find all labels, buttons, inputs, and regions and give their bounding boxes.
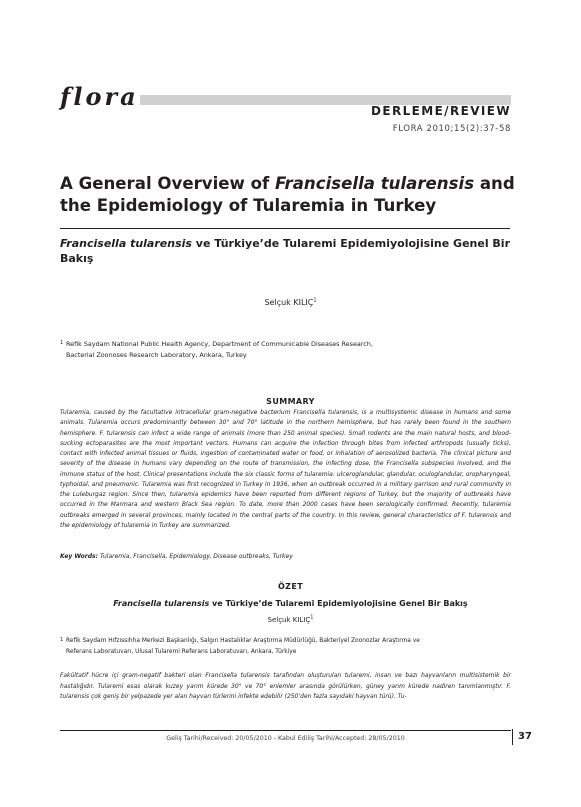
article-type bbox=[371, 103, 511, 119]
page-number-divider bbox=[512, 729, 513, 745]
author-line bbox=[0, 298, 581, 307]
page-number: 37 bbox=[518, 731, 532, 742]
article-title-en bbox=[60, 173, 520, 217]
affiliation-line-2: Bacterial Zoonoses Research Laboratory, Ankara, Turkey bbox=[66, 351, 247, 359]
affiliation-tr-line-1: Refik Saydam Hıfzıssıhha Merkezi Başkanlığı, Salgın Hastalıklar Araştırma Müdürlüğü, Bakteriyel Zoonozlar Araştırma ve bbox=[66, 638, 420, 644]
ozet-title bbox=[0, 599, 581, 608]
journal-reference: FLORA 2010;15(2):37-58 bbox=[392, 124, 511, 134]
title-tr-species: Francisella tularensis bbox=[60, 237, 192, 250]
ozet-text: Fakültatif hücre içi gram-negatif bakteri olan Francisella tularensis tarafından oluşturulan tularemi, insan ve bazı hayvanların multisistemik bir hastalığıdır. Tularemi esas olarak kuzey yarım kürede 30° ve 70° enlemler arasında görülürken, güney yarım kürede nadiren tanımlanmıştır. F. tularensis çok geniş bir yelpazede yer alan hayvan türlerini infekte edebilir (250’den fazla sayıdaki hayvan türü). Tu- bbox=[60, 672, 511, 700]
ozet-author-sup: 1 bbox=[310, 614, 314, 621]
summary-text: Tularemia, caused by the facultative intracellular gram-negative bacterium Francisella tularensis, is a multisystemic disease in humans and some animals. Tularemia occurs predominantly between 30° and 70° latitude in the northern hemisphere, but has rarely been found in the southern hemisphere. F. tularensis can infect a wide range of animals (more than 250 animal species). Small rodents are the main natural hosts, and blood-sucking ectoparasites are the most important vectors. Humans can acquire the infection through bites from infected arthropods (usually ticks), contact with infected animal tissues or fluids, ingestion of contaminated water or food, or inhalation of aerosolized bacteria. The clinical picture and severity of the disease in humans vary depending on the route of transmission, the infecting dose, the Francisella subspecies involved, and the immune status of the host. Clinical presentations include the six classic forms of tularemia: ulceroglandular, glandular, oculoglandular, oropharyngeal, typhoidal, and pneumonic. Tularemia was first recognized in Turkey in 1936, when an outbreak occurred in a military garrison and rural community in the Luleburgaz region. Since then, tularemia epidemics have been reported from different regions of Turkey, but the majority of outbreaks have occurred in the Marmara and western Black Sea region. To date, more than 2000 cases have been serologically confirmed. Recently, tularemia outbreaks emerged in several provinces, mainly located in the central parts of the country. In this review, general characteristics of F. tularensis and the epidemiology of tularemia in Turkey are summarized. bbox=[60, 409, 511, 529]
ozet-author-line bbox=[0, 616, 581, 624]
footer-dates: Geliş Tarihi/Received: 20/05/2010 - Kabul Ediliş Tarihi/Accepted: 28/05/2010 bbox=[166, 735, 405, 742]
keywords-label: Key Words: bbox=[60, 553, 99, 560]
ozet-heading: ÖZET bbox=[277, 582, 304, 591]
ozet-author-name: Selçuk KILIÇ bbox=[267, 616, 311, 624]
affiliation-tr-line-2: Referans Laboratuvarı, Ulusal Tularemi Referans Laboratuvarı, Ankara, Türkiye bbox=[66, 649, 297, 655]
author-sup: 1 bbox=[313, 297, 317, 304]
author-name: Selçuk KILIÇ bbox=[264, 298, 314, 307]
ozet-title-species: Francisella tularensis bbox=[113, 599, 210, 608]
article-type-en: REVIEW bbox=[449, 104, 511, 118]
summary-heading: SUMMARY bbox=[266, 397, 315, 406]
article-type-separator: / bbox=[444, 104, 450, 118]
article-type-tr: DERLEME bbox=[370, 104, 445, 118]
title-en-part2: and the Epidemiology of Tularemia in Turkey bbox=[60, 174, 515, 215]
keywords bbox=[60, 552, 511, 562]
affiliation-en bbox=[60, 339, 480, 361]
keywords-list: Tularemia, Francisella, Epidemiology, Disease outbreaks, Turkey bbox=[98, 553, 293, 560]
title-en-species: Francisella tularensis bbox=[275, 174, 475, 193]
title-divider bbox=[60, 228, 510, 229]
affiliation-tr bbox=[60, 636, 510, 658]
affiliation-number: 1 bbox=[60, 340, 64, 346]
footer-divider bbox=[60, 730, 511, 731]
affiliation-tr-number: 1 bbox=[60, 637, 64, 643]
journal-logo: flora bbox=[60, 82, 139, 111]
title-tr-rest: ve Türkiye’de Tularemi Epidemiyolojisine Genel Bir Bakış bbox=[60, 237, 511, 265]
title-en-part1: A General Overview of bbox=[60, 174, 276, 193]
article-title-tr bbox=[60, 236, 520, 266]
ozet-title-rest: ve Türkiye’de Tularemi Epidemiyolojisine Genel Bir Bakış bbox=[209, 599, 468, 608]
affiliation-line-1: Refik Saydam National Public Health Agency, Department of Communicable Diseases Research, bbox=[66, 340, 373, 348]
